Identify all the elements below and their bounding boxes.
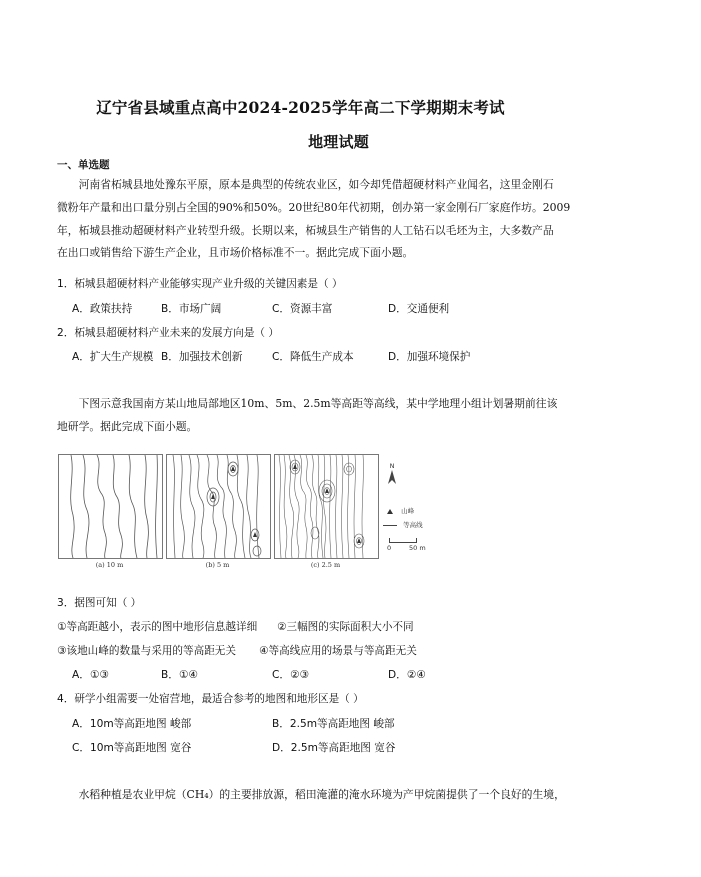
caption-10m: (a) 10 m xyxy=(95,561,124,569)
question-3-statements-row2 xyxy=(57,643,417,658)
north-arrow-icon xyxy=(385,462,399,486)
contour-map-2-5m-icon xyxy=(275,455,378,558)
scale-bar xyxy=(385,538,435,552)
legend-contour xyxy=(383,520,423,529)
option-a[interactable]: A．10m等高距地图 峻部 xyxy=(72,718,192,730)
option-d[interactable]: D．2.5m等高距地图 宽谷 xyxy=(272,742,396,754)
question-3-stem: 3．据图可知（ ） xyxy=(57,597,142,609)
passage-line: 水稻种植是农业甲烷（CH₄）的主要排放源，稻田淹灌的淹水环境为产甲烷菌提供了一个良好的生境， xyxy=(78,788,565,801)
contour-panel-5m xyxy=(166,454,271,559)
statement-4: ④等高线应用的场景与等高距无关 xyxy=(259,645,417,657)
passage-line: 微粉年产量和出口量分别占全国的90%和50%。20世纪80年代初期，创办第一家金刚石厂家庭作坊。2009 xyxy=(57,200,571,214)
option-d[interactable]: D．交通便利 xyxy=(388,303,450,315)
caption-5m: (b) 5 m xyxy=(205,561,230,569)
north-label: N xyxy=(389,462,395,470)
statement-1: ①等高距越小，表示的图中地形信息越详细 xyxy=(57,621,258,633)
passage-line: 河南省柘城县地处豫东平原，原本是典型的传统农业区，如今却凭借超硬材料产业闻名，这里金刚石 xyxy=(78,178,554,191)
question-3-statements-row1 xyxy=(57,619,414,634)
figure-legend xyxy=(383,454,453,564)
option-a[interactable]: A．①③ xyxy=(72,669,109,681)
passage-line: 在出口或销售给下游生产企业，且市场价格标准不一。据此完成下面小题。 xyxy=(57,246,414,260)
legend-peak-label: 山峰 xyxy=(401,507,415,515)
statement-3: ③该地山峰的数量与采用的等高距无关 xyxy=(57,645,236,657)
section-heading: 一、单选题 xyxy=(57,159,110,171)
option-b[interactable]: B．①④ xyxy=(161,669,198,681)
option-c[interactable]: C．资源丰富 xyxy=(272,303,333,315)
option-a[interactable]: A．扩大生产规模 xyxy=(72,351,154,363)
option-c[interactable]: C．降低生产成本 xyxy=(272,351,354,363)
contour-panel-2-5m xyxy=(274,454,379,559)
passage-line: 地研学。据此完成下面小题。 xyxy=(57,419,198,433)
question-2-stem: 2．柘城县超硬材料产业未来的发展方向是（ ） xyxy=(57,327,279,339)
option-d[interactable]: D．②④ xyxy=(388,669,426,681)
scale-zero: 0 xyxy=(387,544,392,552)
contour-map-5m-icon xyxy=(167,455,270,558)
passage-line: 年，柘城县推动超硬材料产业转型升级。长期以来，柘城县生产销售的人工钻石以毛坯为主，大多数产品 xyxy=(57,223,554,237)
option-c[interactable]: C．10m等高距地图 宽谷 xyxy=(72,742,192,754)
passage-3 xyxy=(57,784,647,807)
scale-bar-icon xyxy=(389,538,417,543)
exam-subtitle: 地理试题 xyxy=(308,133,369,151)
question-1-stem: 1．柘城县超硬材料产业能够实现产业升级的关键因素是（ ） xyxy=(57,278,343,290)
passage-line: 下图示意我国南方某山地局部地区10m、5m、2.5m等高距等高线，某中学地理小组计划暑期前往该 xyxy=(78,397,558,410)
contour-map-10m-icon xyxy=(59,455,162,558)
option-a[interactable]: A．政策扶持 xyxy=(72,303,133,315)
legend-peak xyxy=(387,506,414,515)
option-b[interactable]: B．2.5m等高距地图 峻部 xyxy=(272,718,395,730)
option-b[interactable]: B．市场广阔 xyxy=(161,303,222,315)
option-c[interactable]: C．②③ xyxy=(272,669,309,681)
option-d[interactable]: D．加强环境保护 xyxy=(388,351,471,363)
caption-2-5m: (c) 2.5 m xyxy=(310,561,341,569)
passage-2 xyxy=(57,393,647,439)
statement-2: ②三幅图的实际面积大小不同 xyxy=(277,621,414,633)
scale-length: 50 m xyxy=(409,544,426,552)
contour-panel-10m xyxy=(58,454,163,559)
contour-figure xyxy=(58,454,438,570)
legend-contour-label: 等高线 xyxy=(403,521,423,529)
passage-1 xyxy=(57,174,647,265)
option-b[interactable]: B．加强技术创新 xyxy=(161,351,243,363)
peak-icon xyxy=(387,509,393,514)
exam-title: 辽宁省县域重点高中2024-2025学年高二下学期期末考试 xyxy=(96,98,505,117)
contour-line-icon xyxy=(383,525,397,526)
question-4-stem: 4．研学小组需要一处宿营地，最适合参考的地图和地形区是（ ） xyxy=(57,693,364,705)
